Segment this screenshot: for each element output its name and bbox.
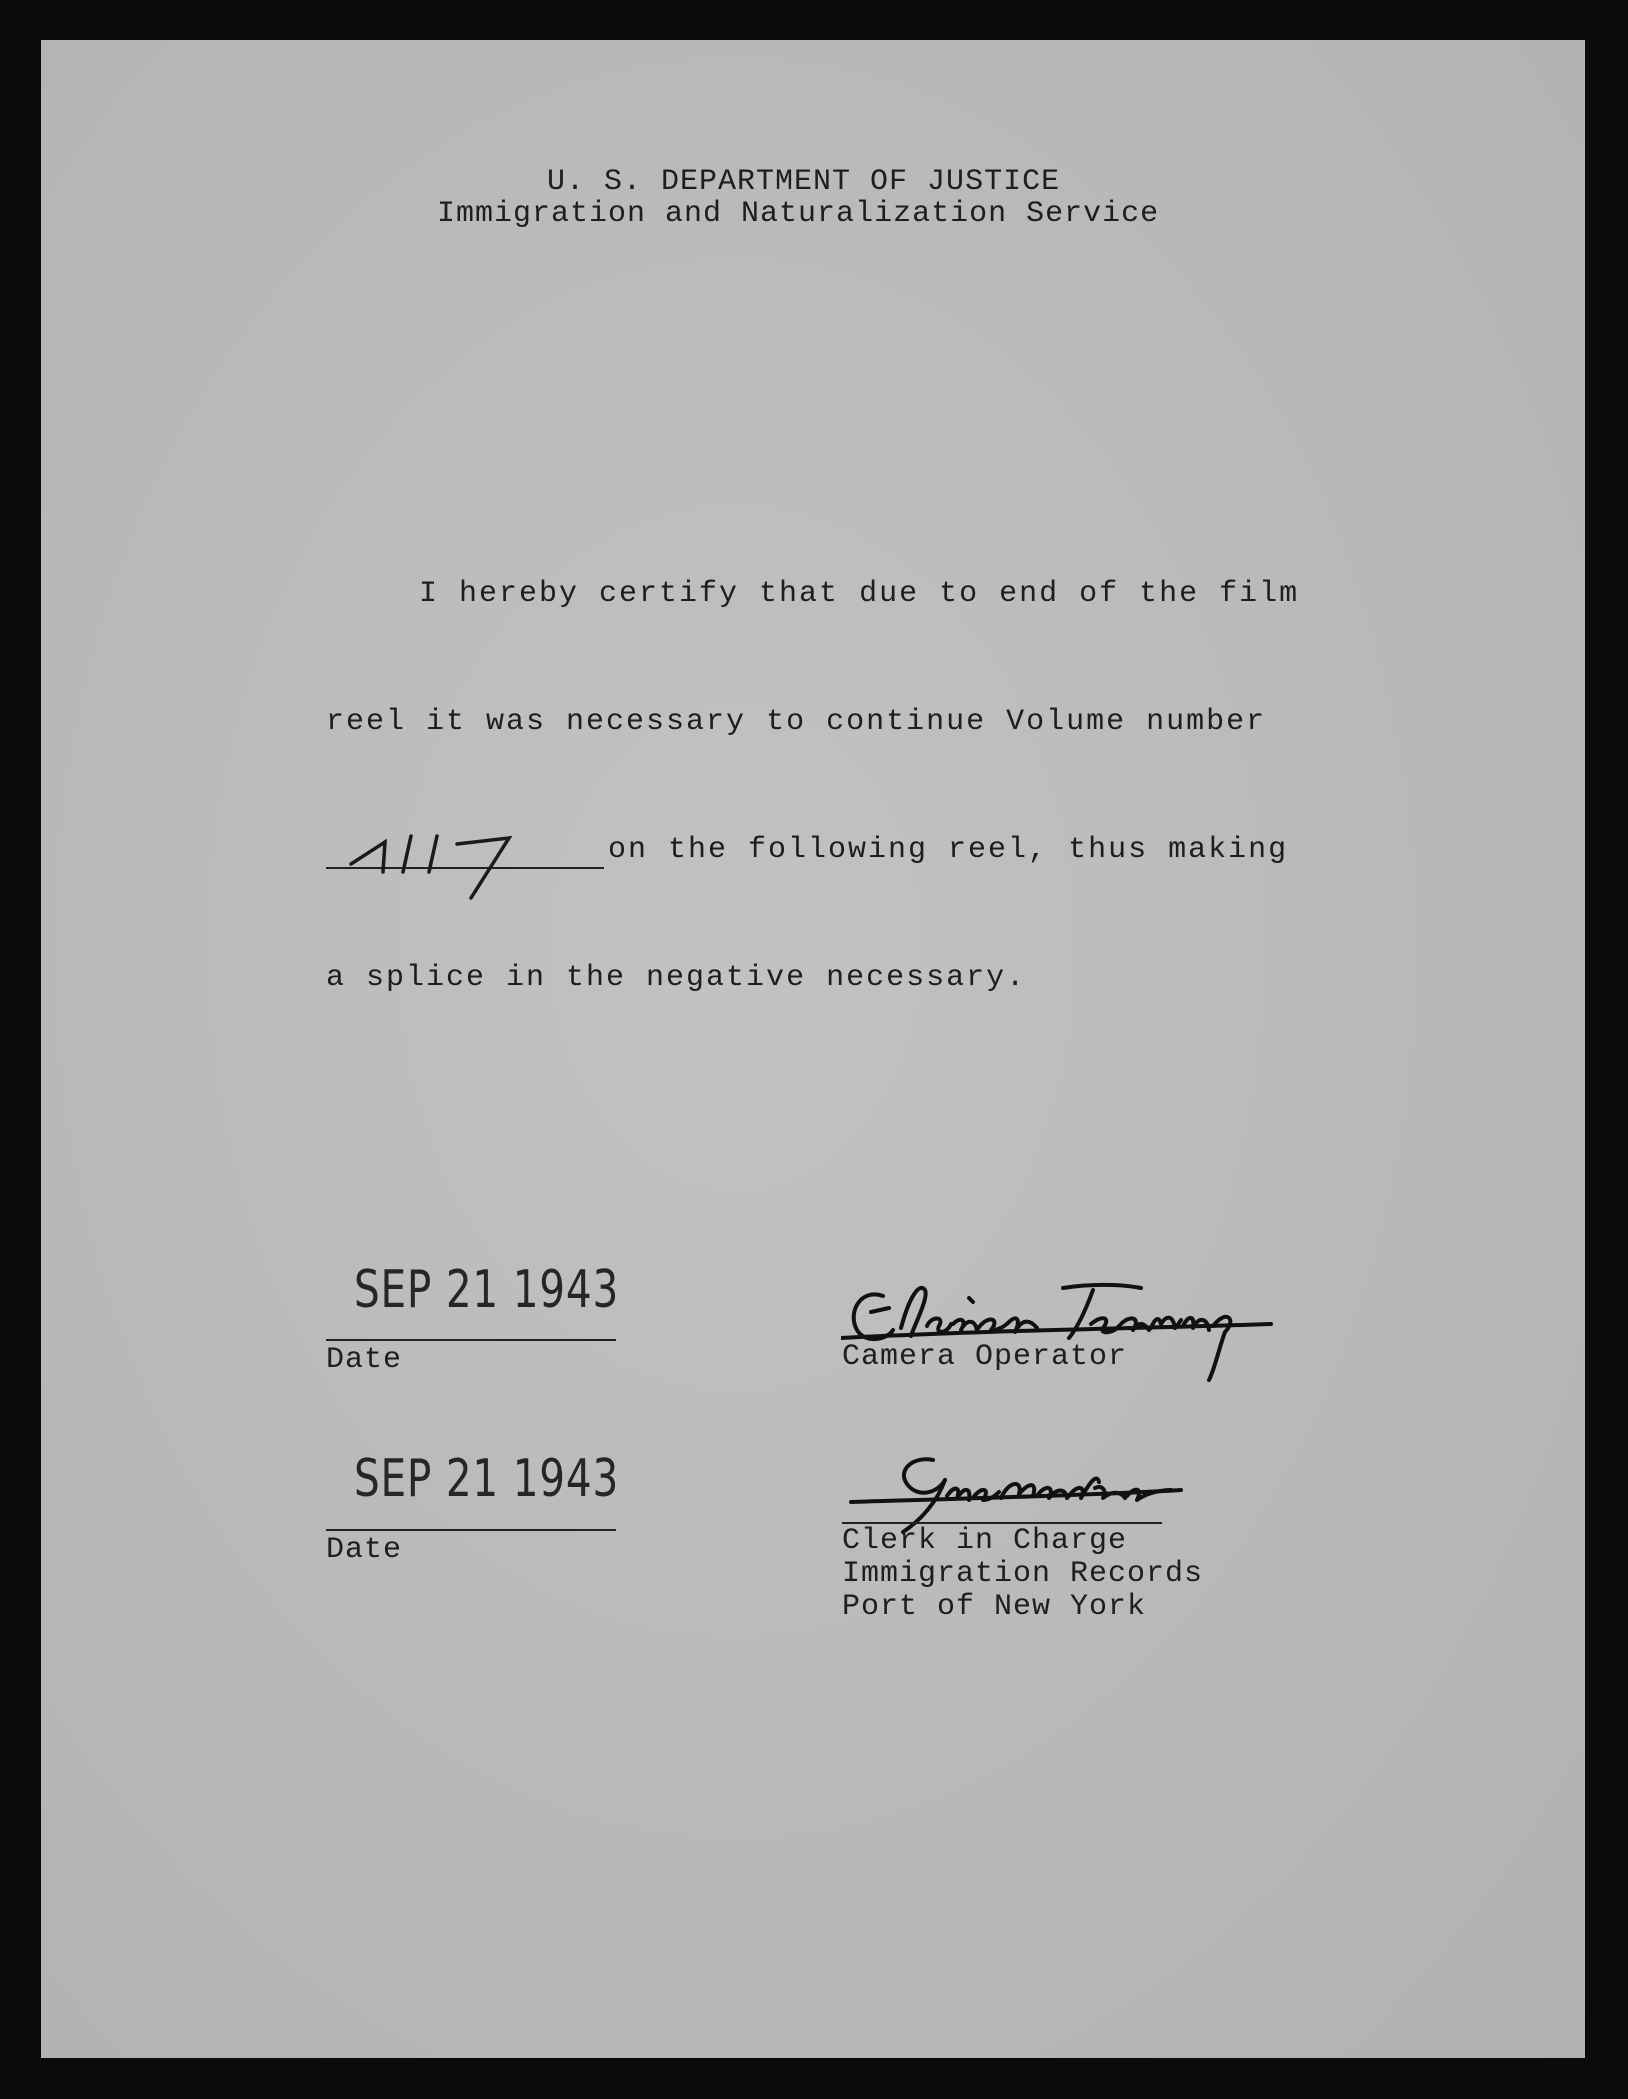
date-stamp-1: SEP 21 1943	[354, 1260, 620, 1320]
camera-operator-signature	[841, 1268, 1361, 1398]
date-label-1: Date	[326, 1343, 403, 1377]
clerk-title-line-2: Immigration Records	[842, 1557, 1204, 1591]
clerk-title-line-1: Clerk in Charge	[842, 1524, 1128, 1558]
clerk-title-line-3: Port of New York	[842, 1590, 1147, 1624]
service-heading: Immigration and Naturalization Service	[437, 197, 1160, 231]
certification-line-4: a splice in the negative necessary.	[326, 961, 1027, 995]
date-line-1	[326, 1339, 616, 1341]
department-heading: U. S. DEPARTMENT OF JUSTICE	[547, 165, 1061, 199]
document-page	[41, 40, 1585, 2058]
certification-line-2: reel it was necessary to continue Volume number	[326, 705, 1267, 739]
camera-operator-label: Camera Operator	[842, 1340, 1128, 1374]
date-stamp-2: SEP 21 1943	[354, 1449, 620, 1509]
date-label-2: Date	[326, 1533, 403, 1567]
certification-line-3: on the following reel, thus making	[608, 833, 1289, 867]
volume-number-handwritten	[341, 812, 571, 902]
certification-line-1: I hereby certify that due to end of the film	[419, 577, 1300, 611]
volume-number-text	[41, 40, 42, 41]
date-line-2	[326, 1529, 616, 1531]
